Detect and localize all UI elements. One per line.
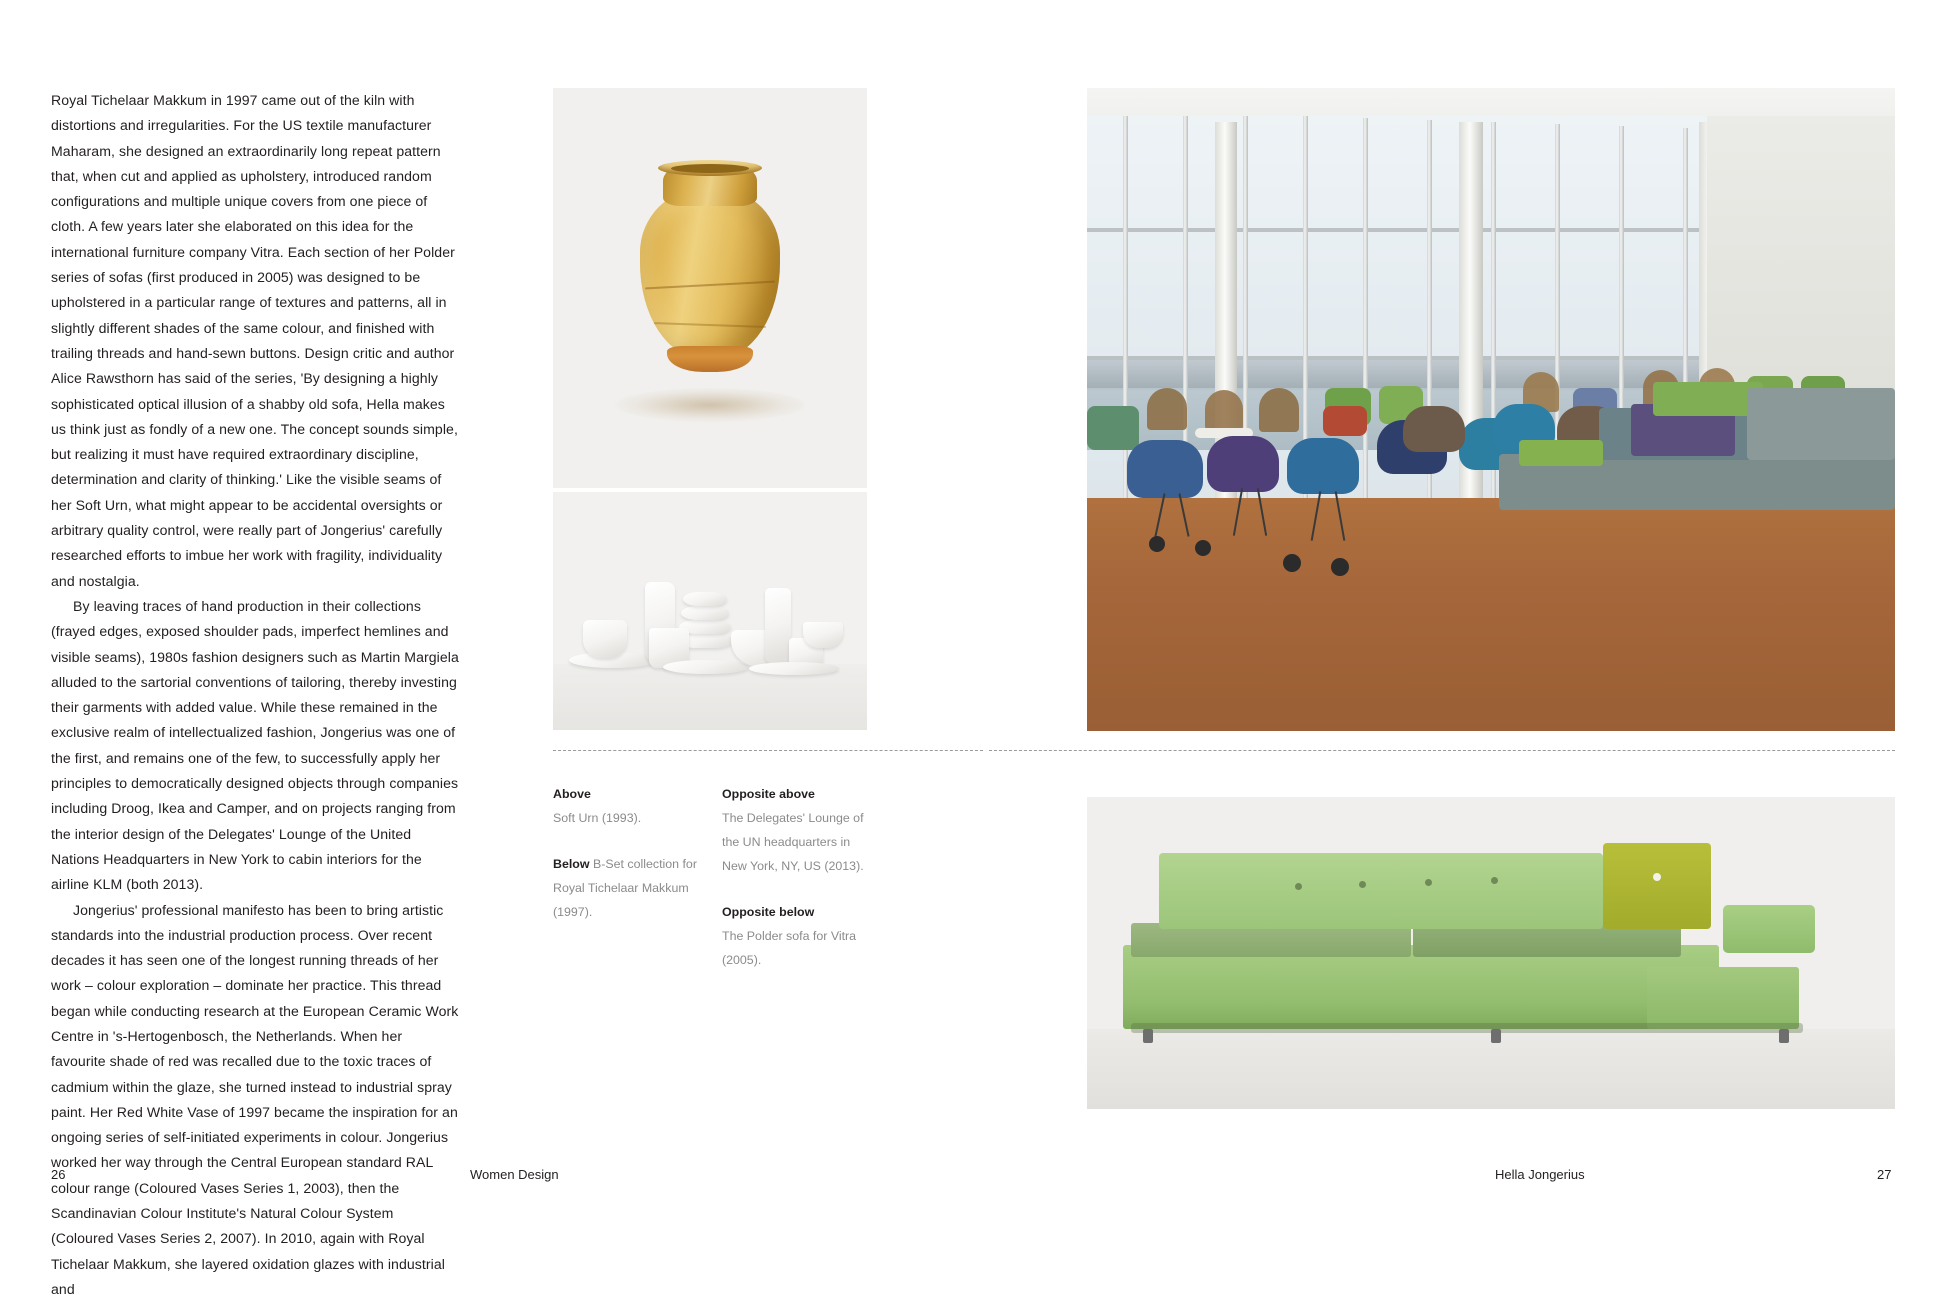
paragraph-1: Royal Tichelaar Makkum in 1997 came out of the kiln with distortions and irregularities. For the US textile manufacturer Maharam, she designed an extraordinarily long repeat pattern that, when cut and applied as upholstery, introduced random configurations and multiple unique covers from one piece of cloth. A few years later she elaborated on this idea for the international furniture company Vitra. Each section of her Polder series of sofas (first produced in 2005) was designed to be upholstered in a particular range of textures and patterns, all in slightly different shades of the same colour, and finished with trailing threads and hand-sewn buttons. Design critic and author Alice Rawsthorn has said of the series, 'By designing a highly sophisticated optical illusion of a shabby old sofa, Hella makes us think just as fondly of a new one. The concept sounds simple, but realizing it must have required extraordinary discipline, determination and clarity of thinking.' Like the visible seams of her Soft Urn, what might appear to be accidental oversights or arbitrary quality control, were really part of Jongerius' carefully researched efforts to imbue her work with fragility, individuality and nostalgia. — [51, 88, 459, 594]
swivel-chair-brown-1 — [1403, 406, 1465, 452]
running-head-left: Women Design — [470, 1167, 559, 1182]
sofa-backrest — [1159, 853, 1603, 929]
b-set-vase-right — [765, 588, 791, 664]
caption-below — [553, 852, 708, 924]
paragraph-2: By leaving traces of hand production in their collections (frayed edges, exposed shoulder pads, imperfect hemlines and visible seams), 1980s fashion designers such as Martin Margiela alluded to the sartorial conventions of tailoring, thereby investing their garments with added value. While these remained in the exclusive realm of intellectualized fashion, Jongerius was one of the first, and remains one of the few, to successfully apply her principles to democratically designed objects through companies including Droog, Ikea and Camper, and on projects ranging from the interior design of the Delegates' Lounge of the United Nations Headquarters in New York to cabin interiors for the airline KLM (both 2013). — [51, 594, 459, 898]
b-set-saucer-centre — [663, 660, 749, 674]
caption-column-right — [722, 782, 872, 972]
sofa-base-block-right — [1647, 967, 1799, 1029]
castor-1 — [1149, 536, 1165, 552]
sofa-button-1 — [1295, 883, 1302, 890]
polder-sofa-photo — [1087, 797, 1895, 1109]
caption-opposite-below-text: The Polder sofa for Vitra (2005). — [722, 924, 872, 972]
caption-opposite-above-text: The Delegates' Lounge of the UN headquarters in New York, NY, US (2013). — [722, 806, 872, 878]
spindle-chair-1 — [1147, 388, 1187, 430]
swivel-chair-purple-1 — [1207, 436, 1279, 492]
caption-opposite-above — [722, 782, 872, 878]
lounge-chair-green-1 — [1087, 406, 1139, 450]
sofa-button-3 — [1425, 879, 1432, 886]
spindle-chair-2 — [1205, 390, 1243, 430]
sofa-button-olive — [1653, 873, 1661, 881]
castor-3 — [1283, 554, 1301, 572]
sofa-leg-mid — [1491, 1029, 1501, 1043]
sofa-leg-left — [1143, 1029, 1153, 1043]
paragraph-3: Jongerius' professional manifesto has been to bring artistic standards into the industrial production process. Over recent decades it has seen one of the longest running threads of her work – colour exploration – dominate her practice. This thread began while conducting research at the European Ceramic Work Centre in 's-Hertogenbosch, the Netherlands. When her favourite shade of red was recalled due to the toxic traces of cadmium within the glaze, she turned instead to industrial spray paint. Her Red White Vase of 1997 became the inspiration for an ongoing series of self-initiated experiments in colour. Jongerius worked her way through the Central European standard RAL colour range (Coloured Vases Series 1, 2003), then the Scandinavian Colour Institute's Natural Colour System (Coloured Vases Series 2, 2007). In 2010, again with Royal Tichelaar Makkum, she layered oxidation glazes with industrial and — [51, 898, 459, 1302]
b-set-bowl-far-right — [803, 622, 843, 648]
sofa-plinth-shadow — [1131, 1023, 1803, 1033]
urn-rim-opening — [671, 164, 749, 173]
caption-above-text: Soft Urn (1993). — [553, 806, 708, 830]
folio-right: 27 — [1877, 1167, 1891, 1182]
caption-opposite-above-label: Opposite above — [722, 782, 872, 806]
caption-rule-right — [989, 750, 1895, 751]
sofa-button-2 — [1359, 881, 1366, 888]
running-head-right: Hella Jongerius — [1495, 1167, 1585, 1182]
b-set-saucer-right — [749, 662, 839, 675]
lounge-polder-sofa-green-pad — [1519, 440, 1603, 466]
urn-shadow — [615, 388, 805, 422]
soft-urn-image — [553, 88, 867, 488]
caption-above — [553, 782, 708, 830]
un-lounge-photo — [1087, 88, 1895, 731]
left-page-body-text — [51, 88, 459, 1302]
lounge-chair-red-1 — [1323, 406, 1367, 436]
caption-opposite-below — [722, 900, 872, 972]
b-set-bowl-stack-d — [683, 592, 727, 606]
sofa-backrest-olive-panel — [1603, 843, 1711, 929]
urn-foot — [667, 346, 753, 372]
swivel-chair-blue-1 — [1127, 440, 1203, 498]
b-set-illustration — [553, 492, 867, 730]
caption-below-text: B-Set collection for Royal Tichelaar Makkum (1997). — [553, 857, 697, 919]
castor-4 — [1331, 558, 1349, 576]
sofa-arm-cushion — [1723, 905, 1815, 953]
sofa-leg-right — [1779, 1029, 1789, 1043]
sofa-button-4 — [1491, 877, 1498, 884]
castor-2 — [1195, 540, 1211, 556]
caption-column-left — [553, 782, 708, 924]
caption-opposite-below-label: Opposite below — [722, 900, 872, 924]
urn-body — [640, 188, 780, 358]
swivel-chair-blue-2 — [1287, 438, 1359, 494]
lounge-carpet — [1087, 498, 1895, 731]
b-set-cup-left — [583, 620, 627, 658]
caption-above-label: Above — [553, 782, 708, 806]
sofa-base-block — [1123, 945, 1719, 1029]
lounge-polder-sofa-grey-back — [1747, 388, 1895, 460]
b-set-image — [553, 492, 867, 730]
b-set-bowl-stack-c — [681, 606, 729, 620]
spindle-chair-3 — [1259, 388, 1299, 432]
caption-rule-left — [553, 750, 983, 751]
urn-illustration — [553, 88, 867, 488]
caption-below-label: Below — [553, 857, 590, 871]
mullion-5 — [1363, 118, 1368, 518]
folio-left: 26 — [51, 1167, 65, 1182]
